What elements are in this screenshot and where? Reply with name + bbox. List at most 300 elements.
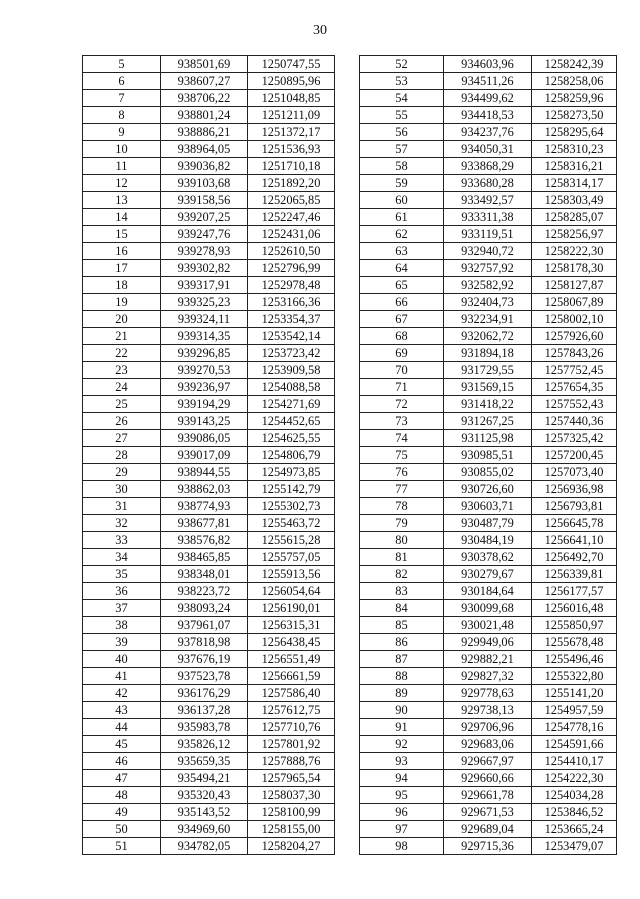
y-coordinate-cell: 1255496,46 [532, 651, 617, 668]
table-row [83, 753, 335, 770]
table-row [360, 396, 617, 413]
table-row [360, 498, 617, 515]
point-number-cell: 38 [83, 617, 161, 634]
y-coordinate-cell: 1251710,18 [248, 158, 335, 175]
point-number-cell: 98 [360, 838, 444, 855]
table-row [83, 583, 335, 600]
y-coordinate-cell: 1251048,85 [248, 90, 335, 107]
table-row [360, 464, 617, 481]
table-row [83, 651, 335, 668]
y-coordinate-cell: 1257200,45 [532, 447, 617, 464]
table-row [360, 600, 617, 617]
y-coordinate-cell: 1254957,59 [532, 702, 617, 719]
y-coordinate-cell: 1256936,98 [532, 481, 617, 498]
y-coordinate-cell: 1257843,26 [532, 345, 617, 362]
y-coordinate-cell: 1256190,01 [248, 600, 335, 617]
table-row [83, 107, 335, 124]
y-coordinate-cell: 1258273,50 [532, 107, 617, 124]
x-coordinate-cell: 932404,73 [444, 294, 532, 311]
x-coordinate-cell: 930184,64 [444, 583, 532, 600]
x-coordinate-cell: 929667,97 [444, 753, 532, 770]
y-coordinate-cell: 1257710,76 [248, 719, 335, 736]
table-row [360, 175, 617, 192]
x-coordinate-cell: 938886,21 [161, 124, 248, 141]
y-coordinate-cell: 1258259,96 [532, 90, 617, 107]
x-coordinate-cell: 939296,85 [161, 345, 248, 362]
point-number-cell: 14 [83, 209, 161, 226]
y-coordinate-cell: 1252431,06 [248, 226, 335, 243]
y-coordinate-cell: 1252796,99 [248, 260, 335, 277]
point-number-cell: 55 [360, 107, 444, 124]
y-coordinate-cell: 1255615,28 [248, 532, 335, 549]
point-number-cell: 58 [360, 158, 444, 175]
x-coordinate-cell: 934511,26 [444, 73, 532, 90]
point-number-cell: 21 [83, 328, 161, 345]
table-row [360, 566, 617, 583]
x-coordinate-cell: 939103,68 [161, 175, 248, 192]
coordinates-table-left [82, 55, 335, 855]
point-number-cell: 10 [83, 141, 161, 158]
point-number-cell: 81 [360, 549, 444, 566]
table-row [83, 821, 335, 838]
y-coordinate-cell: 1253909,58 [248, 362, 335, 379]
y-coordinate-cell: 1252610,50 [248, 243, 335, 260]
point-number-cell: 18 [83, 277, 161, 294]
y-coordinate-cell: 1254625,55 [248, 430, 335, 447]
table-row [360, 107, 617, 124]
x-coordinate-cell: 931418,22 [444, 396, 532, 413]
x-coordinate-cell: 939036,82 [161, 158, 248, 175]
x-coordinate-cell: 929778,63 [444, 685, 532, 702]
table-row [360, 345, 617, 362]
table-row [83, 600, 335, 617]
x-coordinate-cell: 939302,82 [161, 260, 248, 277]
y-coordinate-cell: 1254410,17 [532, 753, 617, 770]
table-row [83, 566, 335, 583]
point-number-cell: 88 [360, 668, 444, 685]
y-coordinate-cell: 1254271,69 [248, 396, 335, 413]
x-coordinate-cell: 931569,15 [444, 379, 532, 396]
point-number-cell: 25 [83, 396, 161, 413]
point-number-cell: 96 [360, 804, 444, 821]
point-number-cell: 13 [83, 192, 161, 209]
x-coordinate-cell: 929882,21 [444, 651, 532, 668]
y-coordinate-cell: 1255757,05 [248, 549, 335, 566]
x-coordinate-cell: 939143,25 [161, 413, 248, 430]
y-coordinate-cell: 1254034,28 [532, 787, 617, 804]
point-number-cell: 56 [360, 124, 444, 141]
x-coordinate-cell: 929671,53 [444, 804, 532, 821]
point-number-cell: 44 [83, 719, 161, 736]
point-number-cell: 49 [83, 804, 161, 821]
y-coordinate-cell: 1256177,57 [532, 583, 617, 600]
x-coordinate-cell: 937961,07 [161, 617, 248, 634]
table-row [360, 413, 617, 430]
y-coordinate-cell: 1253354,37 [248, 311, 335, 328]
x-coordinate-cell: 930985,51 [444, 447, 532, 464]
x-coordinate-cell: 939207,25 [161, 209, 248, 226]
x-coordinate-cell: 939158,56 [161, 192, 248, 209]
table-row [360, 158, 617, 175]
point-number-cell: 62 [360, 226, 444, 243]
x-coordinate-cell: 930484,19 [444, 532, 532, 549]
table-row [83, 294, 335, 311]
table-row [83, 362, 335, 379]
x-coordinate-cell: 930855,02 [444, 464, 532, 481]
coordinates-table-right-body [360, 56, 617, 855]
x-coordinate-cell: 939278,93 [161, 243, 248, 260]
point-number-cell: 54 [360, 90, 444, 107]
table-row [360, 447, 617, 464]
table-row [360, 430, 617, 447]
table-row [83, 379, 335, 396]
x-coordinate-cell: 935659,35 [161, 753, 248, 770]
point-number-cell: 65 [360, 277, 444, 294]
table-row [83, 124, 335, 141]
point-number-cell: 79 [360, 515, 444, 532]
table-row [83, 141, 335, 158]
table-row [360, 56, 617, 73]
x-coordinate-cell: 932062,72 [444, 328, 532, 345]
x-coordinate-cell: 934237,76 [444, 124, 532, 141]
point-number-cell: 35 [83, 566, 161, 583]
coordinates-table-left-body [83, 56, 335, 855]
table-row [83, 736, 335, 753]
x-coordinate-cell: 939270,53 [161, 362, 248, 379]
x-coordinate-cell: 934969,60 [161, 821, 248, 838]
table-row [360, 532, 617, 549]
point-number-cell: 64 [360, 260, 444, 277]
x-coordinate-cell: 933680,28 [444, 175, 532, 192]
point-number-cell: 87 [360, 651, 444, 668]
point-number-cell: 48 [83, 787, 161, 804]
table-row [360, 770, 617, 787]
table-row [360, 90, 617, 107]
y-coordinate-cell: 1258314,17 [532, 175, 617, 192]
point-number-cell: 36 [83, 583, 161, 600]
table-row [83, 413, 335, 430]
point-number-cell: 6 [83, 73, 161, 90]
point-number-cell: 5 [83, 56, 161, 73]
x-coordinate-cell: 938862,03 [161, 481, 248, 498]
y-coordinate-cell: 1255463,72 [248, 515, 335, 532]
table-row [360, 481, 617, 498]
table-row [360, 260, 617, 277]
table-row [360, 209, 617, 226]
x-coordinate-cell: 930487,79 [444, 515, 532, 532]
x-coordinate-cell: 938774,93 [161, 498, 248, 515]
point-number-cell: 89 [360, 685, 444, 702]
point-number-cell: 7 [83, 90, 161, 107]
y-coordinate-cell: 1255302,73 [248, 498, 335, 515]
x-coordinate-cell: 937523,78 [161, 668, 248, 685]
point-number-cell: 90 [360, 702, 444, 719]
x-coordinate-cell: 930099,68 [444, 600, 532, 617]
table-row [360, 583, 617, 600]
y-coordinate-cell: 1253542,14 [248, 328, 335, 345]
y-coordinate-cell: 1258067,89 [532, 294, 617, 311]
y-coordinate-cell: 1257965,54 [248, 770, 335, 787]
x-coordinate-cell: 935983,78 [161, 719, 248, 736]
x-coordinate-cell: 935826,12 [161, 736, 248, 753]
table-row [360, 362, 617, 379]
y-coordinate-cell: 1258204,27 [248, 838, 335, 855]
x-coordinate-cell: 932582,92 [444, 277, 532, 294]
y-coordinate-cell: 1256641,10 [532, 532, 617, 549]
x-coordinate-cell: 933311,38 [444, 209, 532, 226]
table-row [83, 838, 335, 855]
x-coordinate-cell: 935494,21 [161, 770, 248, 787]
y-coordinate-cell: 1258310,23 [532, 141, 617, 158]
table-row [83, 617, 335, 634]
point-number-cell: 37 [83, 600, 161, 617]
point-number-cell: 24 [83, 379, 161, 396]
table-row [83, 311, 335, 328]
point-number-cell: 8 [83, 107, 161, 124]
y-coordinate-cell: 1254778,16 [532, 719, 617, 736]
x-coordinate-cell: 938223,72 [161, 583, 248, 600]
x-coordinate-cell: 930279,67 [444, 566, 532, 583]
table-row [83, 804, 335, 821]
point-number-cell: 43 [83, 702, 161, 719]
y-coordinate-cell: 1258316,21 [532, 158, 617, 175]
point-number-cell: 82 [360, 566, 444, 583]
y-coordinate-cell: 1253166,36 [248, 294, 335, 311]
x-coordinate-cell: 937818,98 [161, 634, 248, 651]
table-row [360, 753, 617, 770]
point-number-cell: 9 [83, 124, 161, 141]
x-coordinate-cell: 931267,25 [444, 413, 532, 430]
point-number-cell: 75 [360, 447, 444, 464]
y-coordinate-cell: 1257612,75 [248, 702, 335, 719]
x-coordinate-cell: 929949,06 [444, 634, 532, 651]
table-row [360, 294, 617, 311]
point-number-cell: 12 [83, 175, 161, 192]
table-row [360, 634, 617, 651]
y-coordinate-cell: 1258178,30 [532, 260, 617, 277]
y-coordinate-cell: 1256661,59 [248, 668, 335, 685]
y-coordinate-cell: 1255913,56 [248, 566, 335, 583]
table-row [360, 243, 617, 260]
y-coordinate-cell: 1258258,06 [532, 73, 617, 90]
point-number-cell: 59 [360, 175, 444, 192]
y-coordinate-cell: 1258127,87 [532, 277, 617, 294]
table-row [360, 702, 617, 719]
point-number-cell: 33 [83, 532, 161, 549]
x-coordinate-cell: 932757,92 [444, 260, 532, 277]
x-coordinate-cell: 929827,32 [444, 668, 532, 685]
point-number-cell: 31 [83, 498, 161, 515]
x-coordinate-cell: 931894,18 [444, 345, 532, 362]
x-coordinate-cell: 929689,04 [444, 821, 532, 838]
y-coordinate-cell: 1255850,97 [532, 617, 617, 634]
y-coordinate-cell: 1255678,48 [532, 634, 617, 651]
table-row [83, 481, 335, 498]
y-coordinate-cell: 1256016,48 [532, 600, 617, 617]
y-coordinate-cell: 1258242,39 [532, 56, 617, 73]
y-coordinate-cell: 1254222,30 [532, 770, 617, 787]
table-row [83, 532, 335, 549]
point-number-cell: 15 [83, 226, 161, 243]
table-row [83, 345, 335, 362]
table-row [360, 821, 617, 838]
x-coordinate-cell: 939236,97 [161, 379, 248, 396]
y-coordinate-cell: 1258002,10 [532, 311, 617, 328]
table-row [83, 668, 335, 685]
table-row [83, 464, 335, 481]
x-coordinate-cell: 938944,55 [161, 464, 248, 481]
y-coordinate-cell: 1258285,07 [532, 209, 617, 226]
x-coordinate-cell: 937676,19 [161, 651, 248, 668]
y-coordinate-cell: 1253723,42 [248, 345, 335, 362]
y-coordinate-cell: 1256793,81 [532, 498, 617, 515]
point-number-cell: 78 [360, 498, 444, 515]
y-coordinate-cell: 1258037,30 [248, 787, 335, 804]
y-coordinate-cell: 1253846,52 [532, 804, 617, 821]
table-row [360, 668, 617, 685]
y-coordinate-cell: 1257073,40 [532, 464, 617, 481]
point-number-cell: 46 [83, 753, 161, 770]
x-coordinate-cell: 932940,72 [444, 243, 532, 260]
y-coordinate-cell: 1257801,92 [248, 736, 335, 753]
table-row [83, 260, 335, 277]
y-coordinate-cell: 1252065,85 [248, 192, 335, 209]
x-coordinate-cell: 938801,24 [161, 107, 248, 124]
point-number-cell: 63 [360, 243, 444, 260]
point-number-cell: 61 [360, 209, 444, 226]
point-number-cell: 66 [360, 294, 444, 311]
table-row [360, 838, 617, 855]
x-coordinate-cell: 936137,28 [161, 702, 248, 719]
table-row [360, 719, 617, 736]
point-number-cell: 34 [83, 549, 161, 566]
table-row [360, 515, 617, 532]
table-row [83, 73, 335, 90]
x-coordinate-cell: 934782,05 [161, 838, 248, 855]
y-coordinate-cell: 1255141,20 [532, 685, 617, 702]
table-row [360, 141, 617, 158]
point-number-cell: 39 [83, 634, 161, 651]
point-number-cell: 26 [83, 413, 161, 430]
y-coordinate-cell: 1256438,45 [248, 634, 335, 651]
y-coordinate-cell: 1257552,43 [532, 396, 617, 413]
y-coordinate-cell: 1256645,78 [532, 515, 617, 532]
table-row [83, 719, 335, 736]
table-row [83, 770, 335, 787]
point-number-cell: 97 [360, 821, 444, 838]
point-number-cell: 80 [360, 532, 444, 549]
table-row [83, 396, 335, 413]
x-coordinate-cell: 938465,85 [161, 549, 248, 566]
x-coordinate-cell: 934499,62 [444, 90, 532, 107]
table-row [83, 702, 335, 719]
y-coordinate-cell: 1250747,55 [248, 56, 335, 73]
point-number-cell: 29 [83, 464, 161, 481]
y-coordinate-cell: 1258155,00 [248, 821, 335, 838]
y-coordinate-cell: 1254806,79 [248, 447, 335, 464]
y-coordinate-cell: 1256551,49 [248, 651, 335, 668]
y-coordinate-cell: 1257440,36 [532, 413, 617, 430]
y-coordinate-cell: 1252978,48 [248, 277, 335, 294]
x-coordinate-cell: 939247,76 [161, 226, 248, 243]
point-number-cell: 94 [360, 770, 444, 787]
y-coordinate-cell: 1256492,70 [532, 549, 617, 566]
y-coordinate-cell: 1258222,30 [532, 243, 617, 260]
x-coordinate-cell: 934603,96 [444, 56, 532, 73]
y-coordinate-cell: 1257325,42 [532, 430, 617, 447]
table-row [360, 73, 617, 90]
page-number: 30 [313, 23, 327, 38]
x-coordinate-cell: 931125,98 [444, 430, 532, 447]
y-coordinate-cell: 1251372,17 [248, 124, 335, 141]
x-coordinate-cell: 939314,35 [161, 328, 248, 345]
y-coordinate-cell: 1254973,85 [248, 464, 335, 481]
point-number-cell: 19 [83, 294, 161, 311]
point-number-cell: 85 [360, 617, 444, 634]
table-row [83, 243, 335, 260]
x-coordinate-cell: 938501,69 [161, 56, 248, 73]
table-row [360, 685, 617, 702]
y-coordinate-cell: 1258256,97 [532, 226, 617, 243]
y-coordinate-cell: 1250895,96 [248, 73, 335, 90]
point-number-cell: 30 [83, 481, 161, 498]
x-coordinate-cell: 939194,29 [161, 396, 248, 413]
x-coordinate-cell: 929660,66 [444, 770, 532, 787]
x-coordinate-cell: 938677,81 [161, 515, 248, 532]
y-coordinate-cell: 1257752,45 [532, 362, 617, 379]
x-coordinate-cell: 934050,31 [444, 141, 532, 158]
point-number-cell: 71 [360, 379, 444, 396]
point-number-cell: 72 [360, 396, 444, 413]
x-coordinate-cell: 939324,11 [161, 311, 248, 328]
table-row [360, 787, 617, 804]
x-coordinate-cell: 930021,48 [444, 617, 532, 634]
y-coordinate-cell: 1253665,24 [532, 821, 617, 838]
point-number-cell: 50 [83, 821, 161, 838]
point-number-cell: 23 [83, 362, 161, 379]
point-number-cell: 95 [360, 787, 444, 804]
x-coordinate-cell: 939317,91 [161, 277, 248, 294]
x-coordinate-cell: 933119,51 [444, 226, 532, 243]
table-row [83, 226, 335, 243]
point-number-cell: 40 [83, 651, 161, 668]
table-row [83, 158, 335, 175]
x-coordinate-cell: 929683,06 [444, 736, 532, 753]
point-number-cell: 22 [83, 345, 161, 362]
point-number-cell: 57 [360, 141, 444, 158]
y-coordinate-cell: 1256054,64 [248, 583, 335, 600]
point-number-cell: 60 [360, 192, 444, 209]
x-coordinate-cell: 929661,78 [444, 787, 532, 804]
y-coordinate-cell: 1254591,66 [532, 736, 617, 753]
y-coordinate-cell: 1254088,58 [248, 379, 335, 396]
table-row [360, 379, 617, 396]
table-row [83, 498, 335, 515]
y-coordinate-cell: 1258303,49 [532, 192, 617, 209]
point-number-cell: 69 [360, 345, 444, 362]
y-coordinate-cell: 1257586,40 [248, 685, 335, 702]
point-number-cell: 42 [83, 685, 161, 702]
point-number-cell: 17 [83, 260, 161, 277]
x-coordinate-cell: 930603,71 [444, 498, 532, 515]
y-coordinate-cell: 1254452,65 [248, 413, 335, 430]
x-coordinate-cell: 938607,27 [161, 73, 248, 90]
x-coordinate-cell: 930726,60 [444, 481, 532, 498]
table-row [360, 124, 617, 141]
y-coordinate-cell: 1255142,79 [248, 481, 335, 498]
point-number-cell: 52 [360, 56, 444, 73]
y-coordinate-cell: 1256315,31 [248, 617, 335, 634]
